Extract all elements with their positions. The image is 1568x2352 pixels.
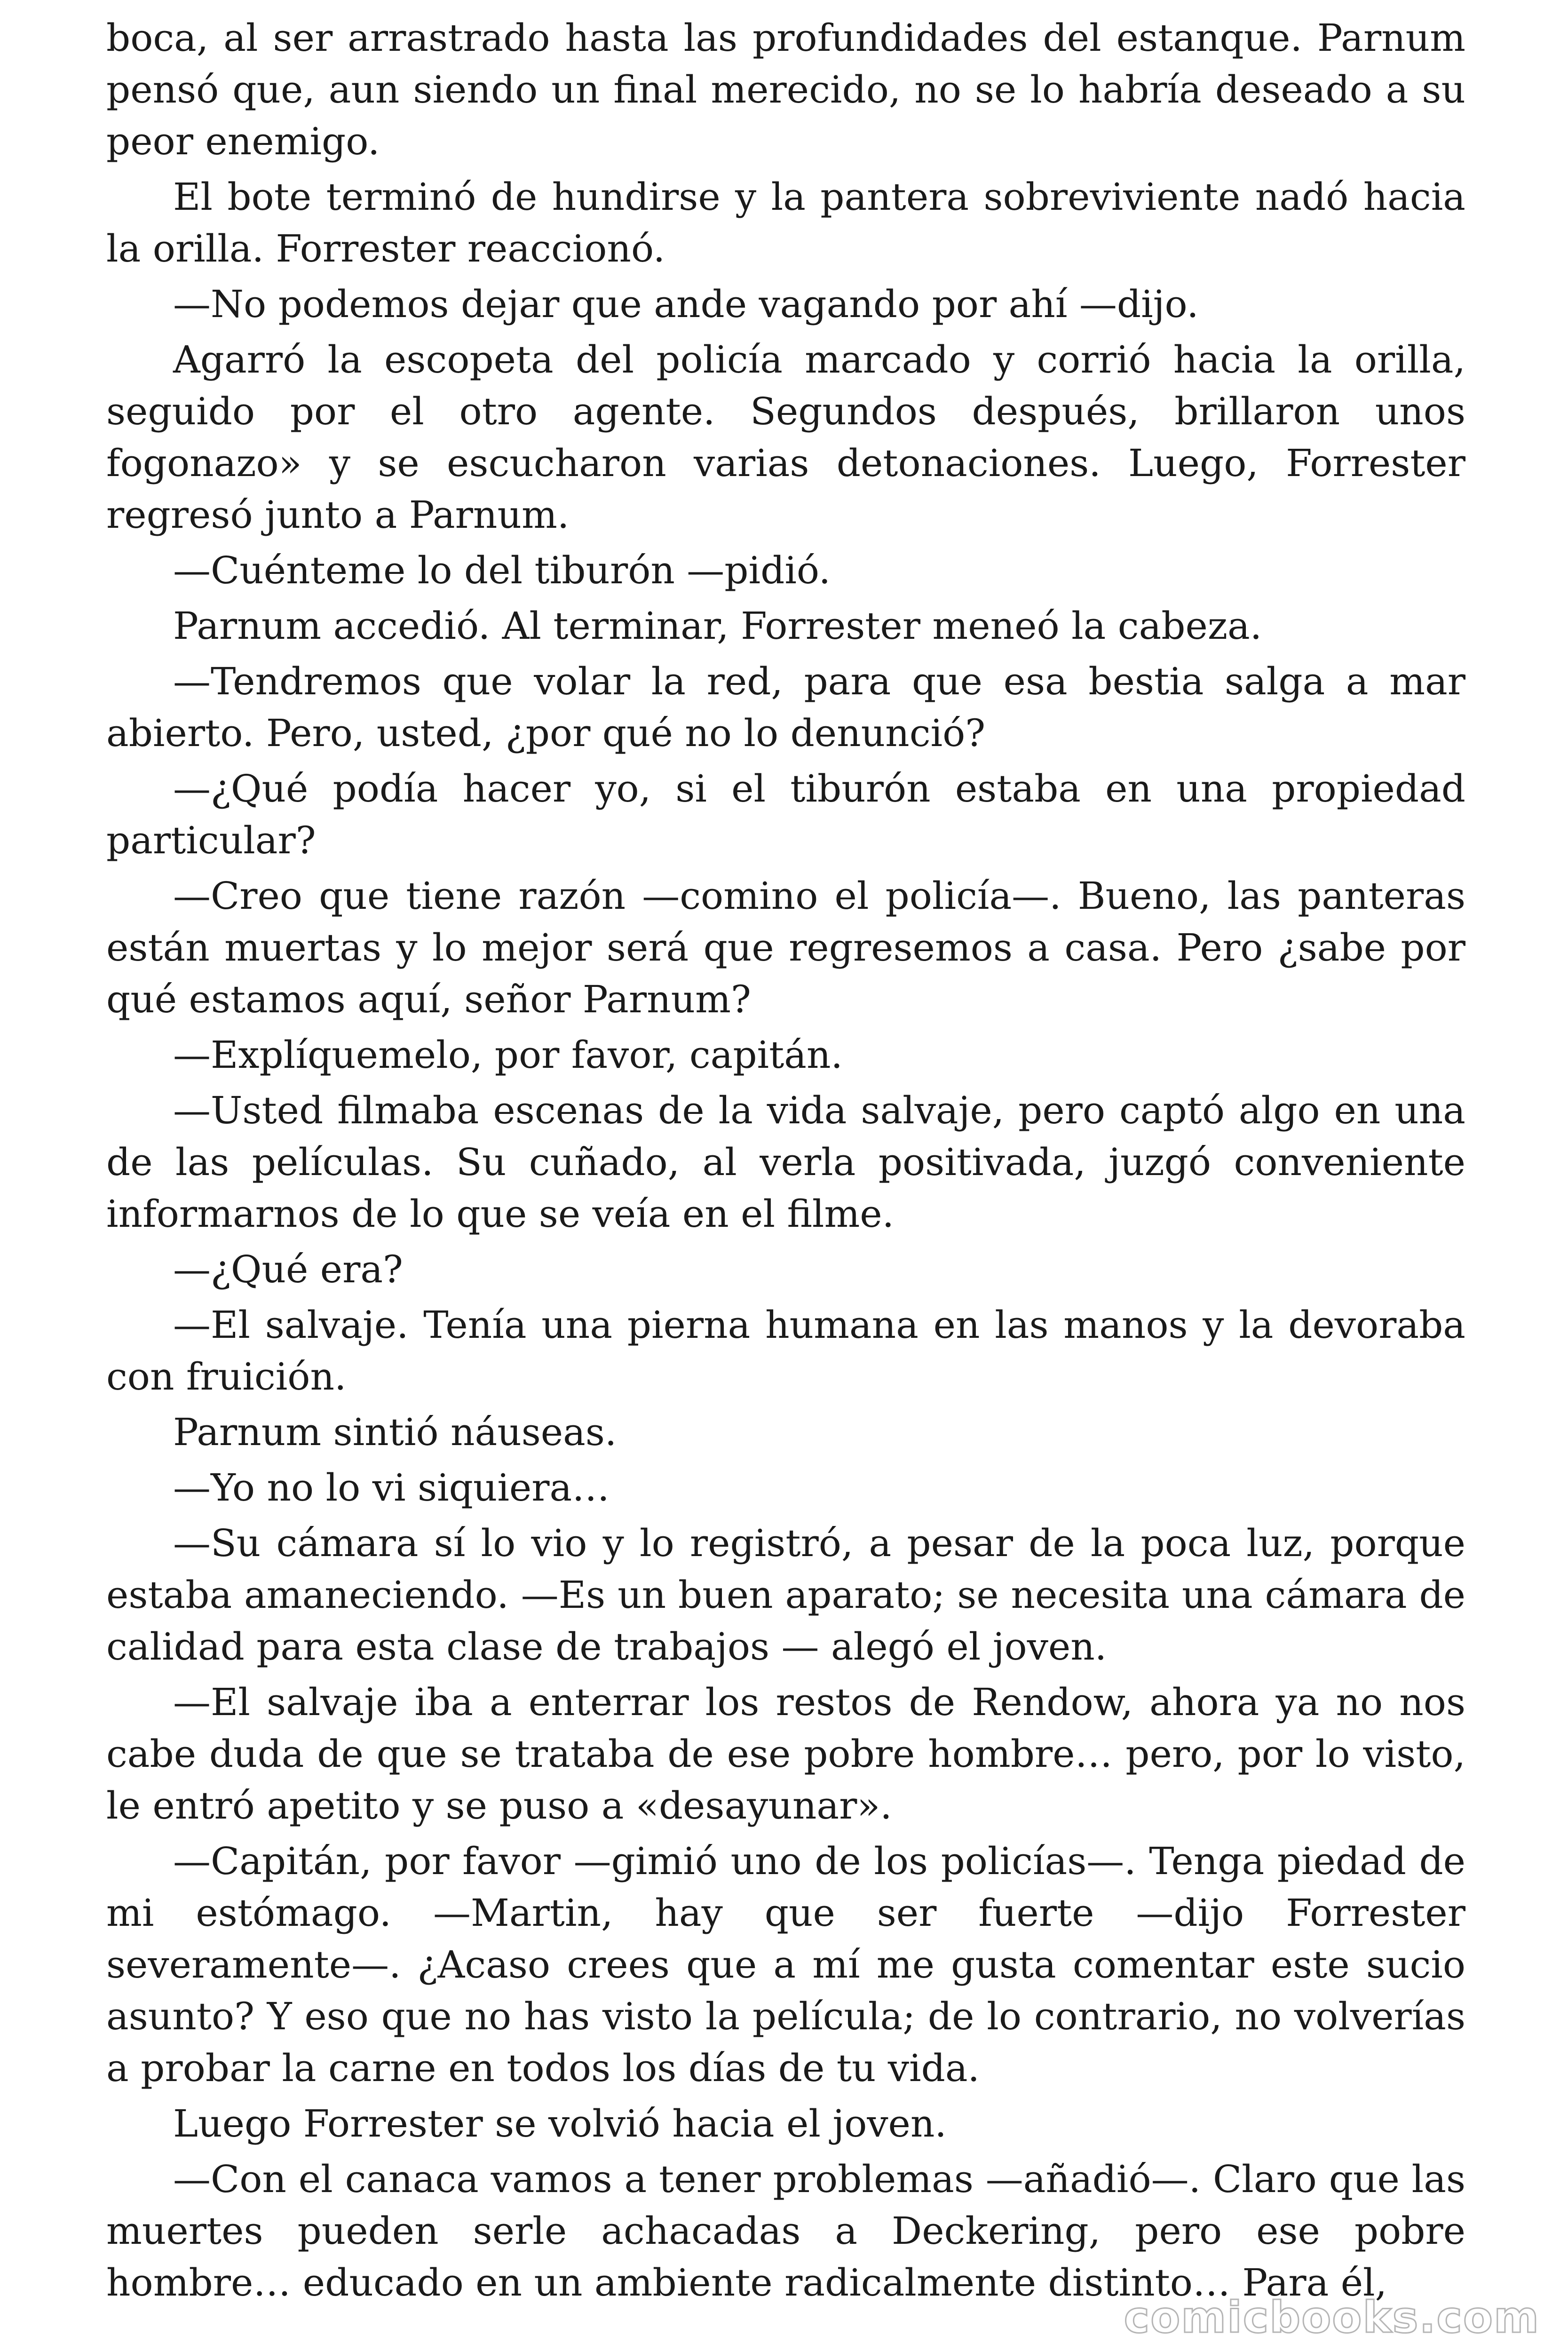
paragraph: —Explíquemelo, por favor, capitán. (173, 1033, 843, 1077)
paragraph: —Tendremos que volar la red, para que esa bestia salga a mar abierto. Pero, usted, ¿por qué no lo denunció? (106, 660, 1465, 755)
paragraph: Parnum sintió náuseas. (173, 1410, 617, 1454)
paragraph: —El salvaje. Tenía una pierna humana en las manos y la devoraba con fruición. (106, 1303, 1465, 1398)
paragraph: —No podemos dejar que ande vagando por ahí —dijo. (173, 282, 1199, 326)
page-text (106, 12, 1465, 2312)
paragraph: boca, al ser arrastrado hasta las profundidades del estanque. Parnum pensó que, aun siendo un final merecido, no se lo habría deseado a su peor enemigo. (106, 16, 1465, 163)
paragraph: —Cuénteme lo del tiburón —pidió. (173, 548, 831, 592)
paragraph: —Su cámara sí lo vio y lo registró, a pesar de la poca luz, porque estaba amaneciendo. —Es un buen aparato; se necesita una cámara de calidad para esta clase de trabajos — alegó el joven. (106, 1521, 1465, 1669)
paragraph: —¿Qué era? (173, 1248, 403, 1291)
paragraph: Luego Forrester se volvió hacia el joven. (173, 2102, 947, 2145)
paragraph: —Usted filmaba escenas de la vida salvaje, pero captó algo en una de las películas. Su cuñado, al verla positivada, juzgó conveniente informarnos de lo que se veía en el filme. (106, 1089, 1465, 1236)
site-watermark: comicbooks.com (1124, 2292, 1540, 2343)
paragraph: —¿Qué podía hacer yo, si el tiburón estaba en una propiedad particular? (106, 767, 1465, 862)
paragraph: —Capitán, por favor —gimió uno de los policías—. Tenga piedad de mi estómago. —Martin, hay que ser fuerte —dijo Forrester severamente—. ¿Acaso crees que a mí me gusta comentar este sucio asunto? Y eso que no has visto la película; de lo contrario, no volverías a probar la carne en todos los días de tu vida. (106, 1839, 1465, 2090)
paragraph: —Con el canaca vamos a tener problemas —añadió—. Claro que las muertes pueden serle achacadas a Deckering, pero ese pobre hombre… educado en un ambiente radicalmente distinto… Para él, (106, 2157, 1465, 2304)
paragraph: Agarró la escopeta del policía marcado y corrió hacia la orilla, seguido por el otro agente. Segundos después, brillaron unos fogonazo» y se escucharon varias detonaciones. Luego, Forrester regresó junto a Parnum. (106, 338, 1465, 537)
paragraph: —Creo que tiene razón —comino el policía—. Bueno, las panteras están muertas y lo mejor será que regresemos a casa. Pero ¿sabe por qué estamos aquí, señor Parnum? (106, 874, 1465, 1021)
paragraph: El bote terminó de hundirse y la pantera sobreviviente nadó hacia la orilla. Forrester reaccionó. (106, 175, 1465, 270)
paragraph: —Yo no lo vi siquiera… (173, 1466, 610, 1510)
paragraph: Parnum accedió. Al terminar, Forrester meneó la cabeza. (173, 604, 1262, 648)
paragraph: —El salvaje iba a enterrar los restos de Rendow, ahora ya no nos cabe duda de que se trataba de ese pobre hombre… pero, por lo visto, le entró apetito y se puso a «desayunar». (106, 1680, 1465, 1828)
